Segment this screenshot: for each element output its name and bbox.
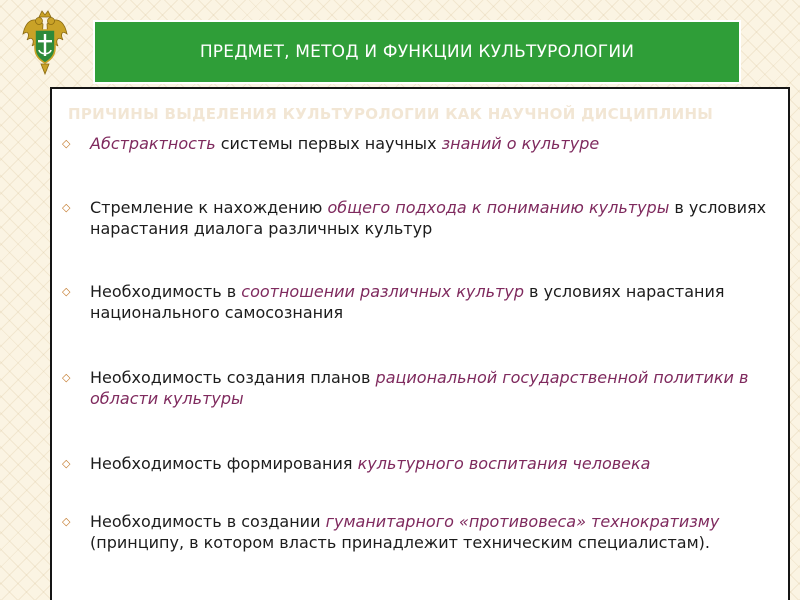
diamond-bullet-icon: ◇ xyxy=(62,285,71,298)
item-text: Необходимость в соотношении различных культур в условиях нарастания национального самосознания xyxy=(90,282,725,322)
item-text: Необходимость создания планов рациональной государственной политики в области культуры xyxy=(90,368,749,408)
list-item xyxy=(62,453,778,511)
diamond-bullet-icon: ◇ xyxy=(62,201,71,214)
list-item xyxy=(62,197,778,281)
emblem-icon xyxy=(20,8,70,80)
diamond-bullet-icon: ◇ xyxy=(62,371,71,384)
diamond-bullet-icon: ◇ xyxy=(62,457,71,470)
content-panel xyxy=(50,87,790,600)
reasons-list xyxy=(62,133,778,553)
item-text: Стремление к нахождению общего подхода к пониманию культуры в условиях нарастания диалога различных культур xyxy=(90,198,767,238)
item-text: Необходимость в создании гуманитарного «противовеса» технократизму (принципу, в котором власть принадлежит техническим специалистам). xyxy=(90,512,720,552)
item-text: Абстрактность системы первых научных знаний о культуре xyxy=(90,134,600,153)
diamond-bullet-icon: ◇ xyxy=(62,515,71,528)
item-text: Необходимость формирования культурного воспитания человека xyxy=(90,454,651,473)
section-heading: ПРИЧИНЫ ВЫДЕЛЕНИЯ КУЛЬТУРОЛОГИИ КАК НАУЧНОЙ ДИСЦИПЛИНЫ xyxy=(68,105,714,123)
title-banner xyxy=(93,20,741,84)
diamond-bullet-icon: ◇ xyxy=(62,137,71,150)
list-item xyxy=(62,133,778,197)
slide-title: ПРЕДМЕТ, МЕТОД И ФУНКЦИИ КУЛЬТУРОЛОГИИ xyxy=(199,42,635,62)
list-item xyxy=(62,367,778,453)
list-item xyxy=(62,281,778,367)
list-item xyxy=(62,511,778,553)
